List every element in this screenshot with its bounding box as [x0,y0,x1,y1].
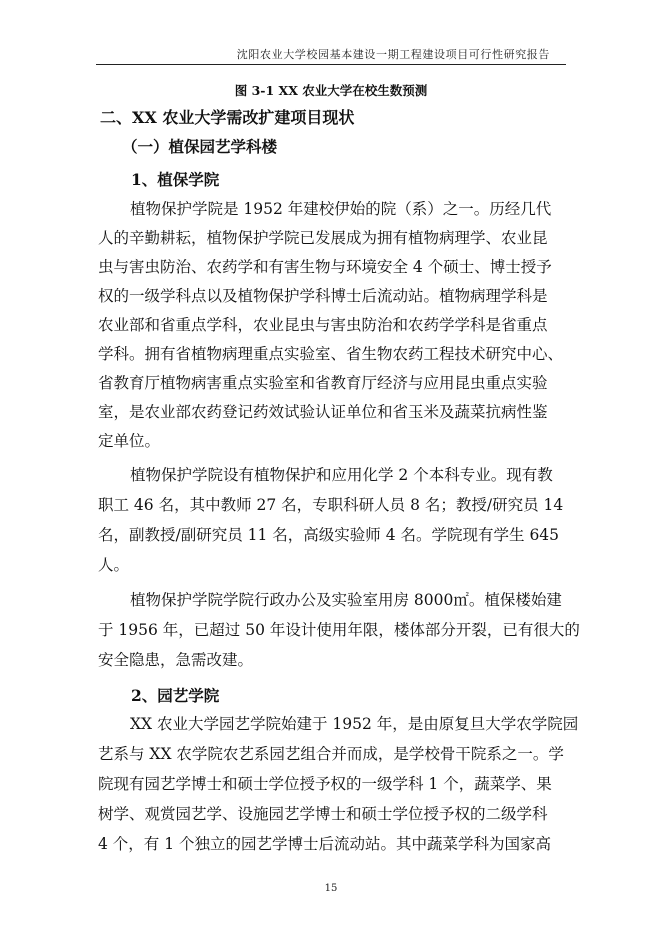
item-heading-horticulture: 2、园艺学院 [131,686,220,705]
header-rule [96,64,566,65]
paragraph-line: 人。 [98,556,130,574]
paragraph-line: 树学、观赏园艺学、设施园艺学博士和硕士学位授予权的二级学科 [98,805,548,823]
paragraph-line: 定单位。 [98,432,161,450]
page-number: 15 [324,883,338,894]
paragraph-line: 植物保护学院是 1952 年建校伊始的院（系）之一。历经几代 [130,200,552,218]
paragraph-line: 院现有园艺学博士和硕士学位授予权的一级学科 1 个，蔬菜学、果 [98,775,552,793]
paragraph-line: 农业部和省重点学科，农业昆虫与害虫防治和农药学学科是省重点 [98,316,548,334]
paragraph-line: 植物保护学院设有植物保护和应用化学 2 个本科专业。现有教 [130,466,553,484]
paragraph-line: 4 个，有 1 个独立的园艺学博士后流动站。其中蔬菜学科为国家高 [98,835,552,853]
paragraph-line: 室，是农业部农药登记药效试验认证单位和省玉米及蔬菜抗病性鉴 [98,403,548,421]
running-header: 沈阳农业大学校园基本建设一期工程建设项目可行性研究报告 [236,48,550,61]
paragraph-line: 植物保护学院学院行政办公及实验室用房 8000㎡。植保楼始建 [130,591,562,609]
paragraph-line: 职工 46 名，其中教师 27 名，专职科研人员 8 名；教授/研究员 14 [98,496,564,514]
item-heading-plant-protection: 1、植保学院 [131,170,220,189]
paragraph-line: 于 1956 年，已超过 50 年设计使用年限，楼体部分开裂，已有很大的 [98,621,580,639]
paragraph-line: 省教育厅植物病害重点实验室和省教育厅经济与应用昆虫重点实验 [98,374,548,392]
paragraph-line: 学科。拥有省植物病理重点实验室、省生物农药工程技术研究中心、 [98,345,564,363]
subsection-heading: （一）植保园艺学科楼 [122,137,278,156]
figure-caption: 图 3-1 XX 农业大学在校生数预测 [234,83,428,98]
paragraph-line: 权的一级学科点以及植物保护学科博士后流动站。植物病理学科是 [98,287,548,305]
paragraph-line: 人的辛勤耕耘，植物保护学院已发展成为拥有植物病理学、农业昆 [98,229,548,247]
paragraph-line: 安全隐患，急需改建。 [98,651,254,669]
paragraph-line: 名，副教授/副研究员 11 名，高级实验师 4 名。学院现有学生 645 [98,526,560,544]
paragraph-line: 虫与害虫防治、农药学和有害生物与环境安全 4 个硕士、博士授予 [98,258,552,276]
paragraph-line: XX 农业大学园艺学院始建于 1952 年，是由原复旦大学农学院园 [130,715,579,733]
section-heading: 二、XX 农业大学需改扩建项目现状 [100,108,355,127]
paragraph-line: 艺系与 XX 农学院农艺系园艺组合并而成，是学校骨干院系之一。学 [98,745,564,763]
